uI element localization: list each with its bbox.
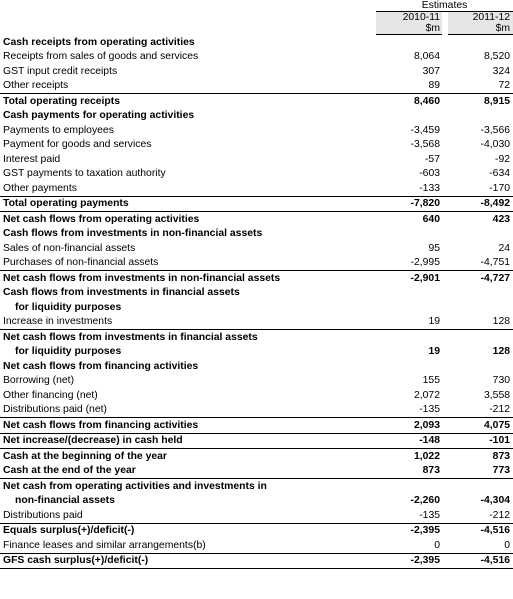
table-row: [0, 181, 513, 196]
value-2010-11: 89: [428, 80, 440, 92]
row-label: for liquidity purposes: [15, 301, 122, 313]
row-label: Other financing (net): [3, 389, 98, 401]
row-label: Net cash flows from financing activities: [0, 418, 376, 434]
value-2011-12: -101: [448, 433, 513, 449]
value-2010-11: 8,064: [413, 51, 440, 63]
value-2011-12: -212: [489, 509, 511, 521]
table-row: [0, 345, 513, 360]
table-row: [0, 433, 513, 449]
value-2011-12: 4,075: [448, 418, 513, 434]
value-2011-12: 873: [448, 449, 513, 464]
value-2010-11: -135: [419, 404, 440, 416]
value-2011-12: 324: [492, 65, 511, 77]
value-2011-12: 72: [498, 80, 511, 92]
year-2010-11-heading: 2010-11: [376, 12, 442, 24]
value-2011-12: 0: [504, 539, 511, 551]
value-2011-12: -634: [489, 168, 511, 180]
value-2011-12: -170: [489, 182, 511, 194]
table-row: [0, 374, 513, 389]
table-row: [0, 79, 513, 94]
value-2011-12: [448, 359, 513, 374]
row-label: GST input credit receipts: [3, 65, 118, 77]
value-2010-11: [376, 479, 442, 494]
table-row: [0, 50, 513, 65]
row-label: Sales of non-financial assets: [3, 242, 136, 254]
row-label: Receipts from sales of goods and services: [3, 51, 199, 63]
table-row: [0, 538, 513, 553]
value-2011-12: -4,751: [480, 257, 511, 269]
table-row: [0, 464, 513, 479]
value-2010-11: 2,072: [413, 389, 440, 401]
value-2011-12: -3,566: [480, 124, 511, 136]
row-label: Interest paid: [3, 153, 61, 165]
value-2010-11: [376, 286, 442, 301]
value-2011-12: 128: [492, 346, 511, 358]
table-row: [0, 449, 513, 464]
value-2010-11: -603: [419, 168, 440, 180]
value-2011-12: [448, 109, 513, 124]
row-label: Cash at the end of the year: [3, 465, 136, 477]
value-2011-12: [448, 227, 513, 242]
table-row: [0, 271, 513, 286]
row-label: Finance leases and similar arrangements(b): [3, 539, 206, 551]
row-label: Total operating receipts: [0, 94, 376, 109]
value-2011-12: [448, 300, 513, 315]
value-2010-11: -57: [424, 153, 440, 165]
value-2011-12: [448, 330, 513, 345]
table-row: [0, 138, 513, 153]
table-row: [0, 286, 513, 301]
table-row: [0, 94, 513, 109]
table-row: [0, 167, 513, 182]
value-2011-12: -4,727: [448, 271, 513, 286]
value-2010-11: -2,260: [410, 495, 440, 507]
value-2010-11: -135: [419, 509, 440, 521]
value-2010-11: 19: [428, 316, 440, 328]
row-label: Net cash flows from investments in non-financial assets: [0, 271, 376, 286]
value-2011-12: -4,030: [480, 139, 511, 151]
table-row: [0, 359, 513, 374]
table-row: [0, 227, 513, 242]
value-2011-12: -212: [489, 404, 511, 416]
value-2011-12: -4,516: [448, 553, 513, 569]
table-row: [0, 196, 513, 212]
row-label: for liquidity purposes: [15, 346, 122, 358]
row-label: Cash flows from investments in financial assets: [3, 287, 240, 299]
row-label: GFS cash surplus(+)/deficit(-): [0, 553, 376, 569]
table-row: [0, 256, 513, 271]
row-label: Other payments: [3, 182, 77, 194]
table-row: [0, 64, 513, 79]
row-label: Net cash from operating activities and investments in: [0, 479, 376, 494]
value-2011-12: 423: [448, 212, 513, 227]
value-2011-12: [448, 286, 513, 301]
value-2010-11: 307: [422, 65, 440, 77]
value-2011-12: -8,492: [448, 196, 513, 212]
row-label: Net cash flows from financing activities: [3, 360, 199, 372]
table-row: [0, 479, 513, 494]
value-2010-11: [376, 330, 442, 345]
header-spacer: [0, 23, 376, 35]
row-label: Cash at the beginning of the year: [0, 449, 376, 464]
unit-2010-11-heading: $m: [376, 23, 442, 35]
row-label: Increase in investments: [3, 316, 113, 328]
row-label: Distributions paid: [3, 509, 83, 521]
value-2010-11: 19: [428, 346, 440, 358]
header-spacer: [0, 0, 376, 12]
table-row: [0, 418, 513, 434]
table-row: [0, 123, 513, 138]
value-2010-11: 873: [422, 465, 440, 477]
value-2011-12: 8,915: [448, 94, 513, 109]
value-2011-12: 3,558: [484, 389, 511, 401]
value-2010-11: -3,568: [410, 139, 440, 151]
table-row: [0, 152, 513, 167]
row-label: Distributions paid (net): [3, 404, 107, 416]
value-2010-11: -2,995: [410, 257, 440, 269]
value-2011-12: 730: [492, 375, 511, 387]
table-row: [0, 300, 513, 315]
table-row: [0, 388, 513, 403]
value-2010-11: [376, 359, 442, 374]
value-2011-12: 128: [492, 316, 511, 328]
table-row: [0, 523, 513, 538]
header-year-row: [0, 12, 513, 24]
year-2011-12-heading: 2011-12: [448, 12, 513, 24]
unit-2011-12-heading: $m: [448, 23, 513, 35]
row-label: Net cash flows from investments in financial assets: [0, 330, 376, 345]
value-2010-11: -2,395: [376, 553, 442, 569]
value-2010-11: -148: [376, 433, 442, 449]
table-row: [0, 109, 513, 124]
value-2010-11: 8,460: [376, 94, 442, 109]
row-label: non-financial assets: [15, 495, 115, 507]
row-label: Borrowing (net): [3, 375, 75, 387]
row-label: Purchases of non-financial assets: [3, 257, 159, 269]
row-label: Cash payments for operating activities: [3, 110, 195, 122]
value-2010-11: -2,901: [376, 271, 442, 286]
value-2010-11: [376, 35, 442, 50]
table-row: [0, 35, 513, 50]
value-2010-11: 95: [428, 242, 440, 254]
table-row: [0, 212, 513, 227]
value-2010-11: [376, 109, 442, 124]
estimates-heading: Estimates: [376, 0, 513, 12]
value-2011-12: -4,304: [480, 495, 511, 507]
value-2010-11: 1,022: [376, 449, 442, 464]
table-row: [0, 403, 513, 418]
header-estimates-row: [0, 0, 513, 12]
value-2011-12: 773: [492, 465, 511, 477]
value-2011-12: -4,516: [448, 523, 513, 538]
row-label: Cash receipts from operating activities: [3, 36, 195, 48]
value-2010-11: -3,459: [410, 124, 440, 136]
table-row: [0, 553, 513, 569]
value-2010-11: -133: [419, 182, 440, 194]
value-2010-11: 155: [422, 375, 440, 387]
value-2010-11: [376, 227, 442, 242]
row-label: Payments to employees: [3, 124, 114, 136]
value-2010-11: 2,093: [376, 418, 442, 434]
row-label: Equals surplus(+)/deficit(-): [0, 523, 376, 538]
row-label: GST payments to taxation authority: [3, 168, 166, 180]
table-row: [0, 330, 513, 345]
header-unit-row: [0, 23, 513, 35]
value-2011-12: 8,520: [484, 51, 511, 63]
value-2010-11: 640: [376, 212, 442, 227]
row-label: Total operating payments: [0, 196, 376, 212]
value-2011-12: [448, 35, 513, 50]
row-label: Net cash flows from operating activities: [0, 212, 376, 227]
value-2010-11: -7,820: [376, 196, 442, 212]
table-row: [0, 494, 513, 509]
row-label: Net increase/(decrease) in cash held: [0, 433, 376, 449]
value-2011-12: [448, 479, 513, 494]
row-label: Other receipts: [3, 80, 69, 92]
table-row: [0, 315, 513, 330]
value-2010-11: [376, 300, 442, 315]
table-row: [0, 241, 513, 256]
value-2011-12: -92: [494, 153, 511, 165]
value-2010-11: 0: [434, 539, 440, 551]
value-2010-11: -2,395: [376, 523, 442, 538]
header-spacer: [0, 12, 376, 24]
value-2011-12: 24: [498, 242, 511, 254]
table-row: [0, 508, 513, 523]
row-label: Cash flows from investments in non-financial assets: [3, 228, 263, 240]
row-label: Payment for goods and services: [3, 139, 152, 151]
